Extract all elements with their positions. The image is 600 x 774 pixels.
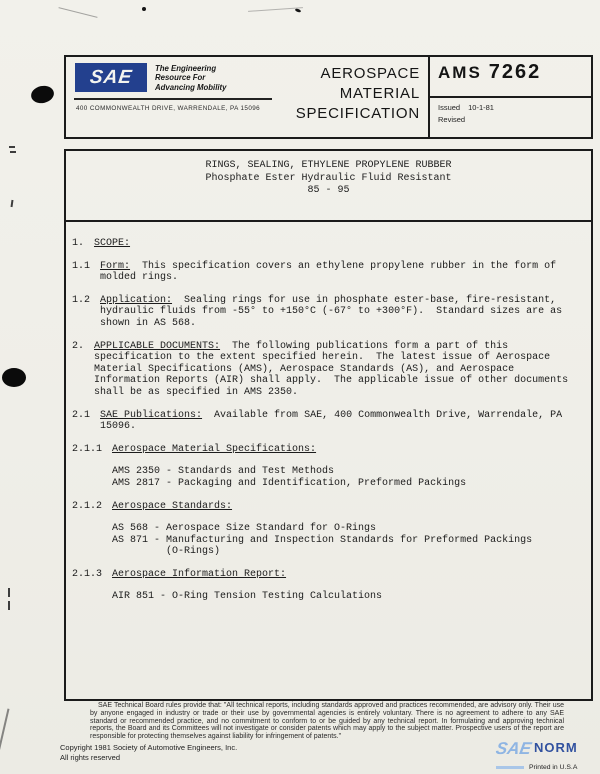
scan-artifact — [8, 601, 10, 610]
spec-paragraph — [72, 295, 575, 330]
paragraph-label: Aerospace Information Report: — [112, 568, 287, 580]
doc-number — [438, 61, 541, 84]
paragraph-text: This specification covers an ethylene propylene rubber in the form of molded rings. — [100, 260, 563, 284]
printed-in-usa-label: Printed in U.S.A — [529, 764, 578, 772]
paragraph-number: 1.1 — [72, 260, 91, 272]
copyright-block — [60, 743, 237, 762]
divider — [430, 96, 591, 98]
specification-text — [66, 222, 591, 603]
paragraph-number: 1.2 — [72, 294, 91, 306]
referenced-documents — [112, 523, 575, 558]
rights-line: All rights reserved — [60, 752, 121, 762]
tagline-line: The Engineering — [155, 64, 217, 73]
doc-number-value: 7262 — [488, 61, 542, 83]
sae-logo — [75, 63, 147, 92]
scan-artifact — [8, 588, 10, 597]
doc-type-line: SPECIFICATION — [295, 105, 420, 122]
tagline-line: Resource For — [155, 73, 206, 83]
spec-paragraph — [72, 341, 575, 399]
spec-paragraph — [72, 444, 575, 490]
spec-title-line: 85 - 95 — [307, 185, 350, 196]
paragraph-text: The following publications form a part of this specification to the extent specified herein. The latest issue of Aerospace Material Specifications (AMS), Aerospace Standards (AS), and Aerospace Information Reports (AIR) shall apply. The applicable issue of other documents shall be as specified in AMS 2350. — [94, 340, 575, 398]
paragraph-label: SAE Publications: — [100, 409, 203, 421]
paragraph-number: 2. — [72, 340, 85, 352]
referenced-documents — [112, 466, 575, 489]
sae-norm-logo — [496, 739, 578, 774]
norm-logo-subtext-bar — [496, 766, 524, 769]
copyright-line: Copyright 1981 Society of Automotive Engineers, Inc. — [60, 743, 238, 752]
referenced-document: AS 568 - Aerospace Size Standard for O-Rings — [112, 523, 377, 535]
spec-paragraph — [72, 238, 575, 250]
referenced-document: AMS 2350 - Standards and Test Methods — [112, 466, 335, 478]
punch-hole — [29, 84, 55, 105]
sae-address: 400 COMMONWEALTH DRIVE, WARRENDALE, PA 15096 — [76, 105, 261, 112]
scan-artifact — [142, 7, 146, 11]
spec-title-line: RINGS, SEALING, ETHYLENE PROPYLENE RUBBER — [205, 160, 452, 171]
doc-type-line: MATERIAL — [339, 85, 420, 102]
doc-number-panel — [430, 57, 591, 137]
paragraph-number: 2.1.1 — [72, 443, 103, 455]
norm-logo-sae-text: SAE — [494, 739, 533, 758]
paragraph-number: 2.1.2 — [72, 500, 103, 512]
header-box — [64, 55, 593, 139]
referenced-document: AS 871 - Manufacturing and Inspection Standards for Preformed Packings — [112, 534, 533, 546]
paragraph-number: 2.1.3 — [72, 568, 103, 580]
paragraph-label: Aerospace Material Specifications: — [112, 443, 317, 455]
doc-series-label: AMS — [438, 63, 482, 82]
paragraph-text: Available from SAE, 400 Commonwealth Drive, Warrendale, PA 15096. — [100, 409, 569, 433]
spec-paragraph — [72, 501, 575, 558]
document-type-title — [216, 64, 420, 124]
paragraph-label: Application: — [100, 294, 173, 306]
revised-row — [438, 115, 465, 124]
paragraph-label: Form: — [100, 260, 131, 272]
doc-type-line: AEROSPACE — [320, 65, 420, 82]
issued-date: 10-1-81 — [468, 103, 494, 112]
scan-artifact — [295, 8, 302, 13]
paragraph-number: 2.1 — [72, 409, 91, 421]
spec-paragraph — [72, 569, 575, 603]
norm-logo-norm-text: NORM — [533, 740, 578, 755]
paragraph-label: Aerospace Standards: — [112, 500, 233, 512]
issued-row — [438, 103, 494, 112]
scan-artifact — [0, 709, 9, 766]
referenced-document: (O-Rings) — [112, 546, 221, 558]
referenced-documents — [112, 591, 575, 603]
spec-title-line: Phosphate Ester Hydraulic Fluid Resistant — [205, 172, 452, 184]
technical-board-disclaimer: SAE Technical Board rules provide that: "All technical reports, including standards approved and practices recommended, are advisory only. Their use by anyone engaged in industry or trade or their use by governmental agencies is entirely voluntary. There is no agreement to adhere to any SAE standard or recommended practice, and no commitment to conform to or be guided by any technical report. In formulating and approving technical reports, the Board and its Committees will not investigate or consider patents which may apply to the subject matter. Prospective users of the report are responsible for protecting themselves against liability for infringement of patents." — [90, 702, 564, 741]
tagline-line: Advancing Mobility — [155, 82, 227, 92]
revised-label: Revised — [438, 115, 466, 124]
spec-paragraph — [72, 410, 575, 433]
spec-paragraph — [72, 261, 575, 284]
scan-artifact — [11, 200, 14, 207]
paragraph-label: APPLICABLE DOCUMENTS: — [94, 340, 221, 352]
specification-body-box — [64, 149, 593, 701]
paragraph-label: SCOPE: — [94, 238, 131, 249]
paragraph-number: 1. — [72, 238, 85, 249]
sae-logo-text: SAE — [88, 66, 134, 88]
referenced-document: AMS 2817 - Packaging and Identification, Preformed Packings — [112, 477, 467, 489]
referenced-document: AIR 851 - O-Ring Tension Testing Calculations — [112, 591, 383, 603]
scan-artifact — [58, 7, 97, 18]
issued-label: Issued — [438, 103, 461, 112]
punch-hole — [2, 368, 26, 387]
paragraph-text: Sealing rings for use in phosphate ester-base, fire-resistant, hydraulic fluids from -55° to +150°C (-67° to +300°F). Standard sizes are as shown in AS 568. — [100, 294, 569, 329]
title-block — [66, 151, 591, 222]
scan-artifact — [9, 146, 15, 148]
